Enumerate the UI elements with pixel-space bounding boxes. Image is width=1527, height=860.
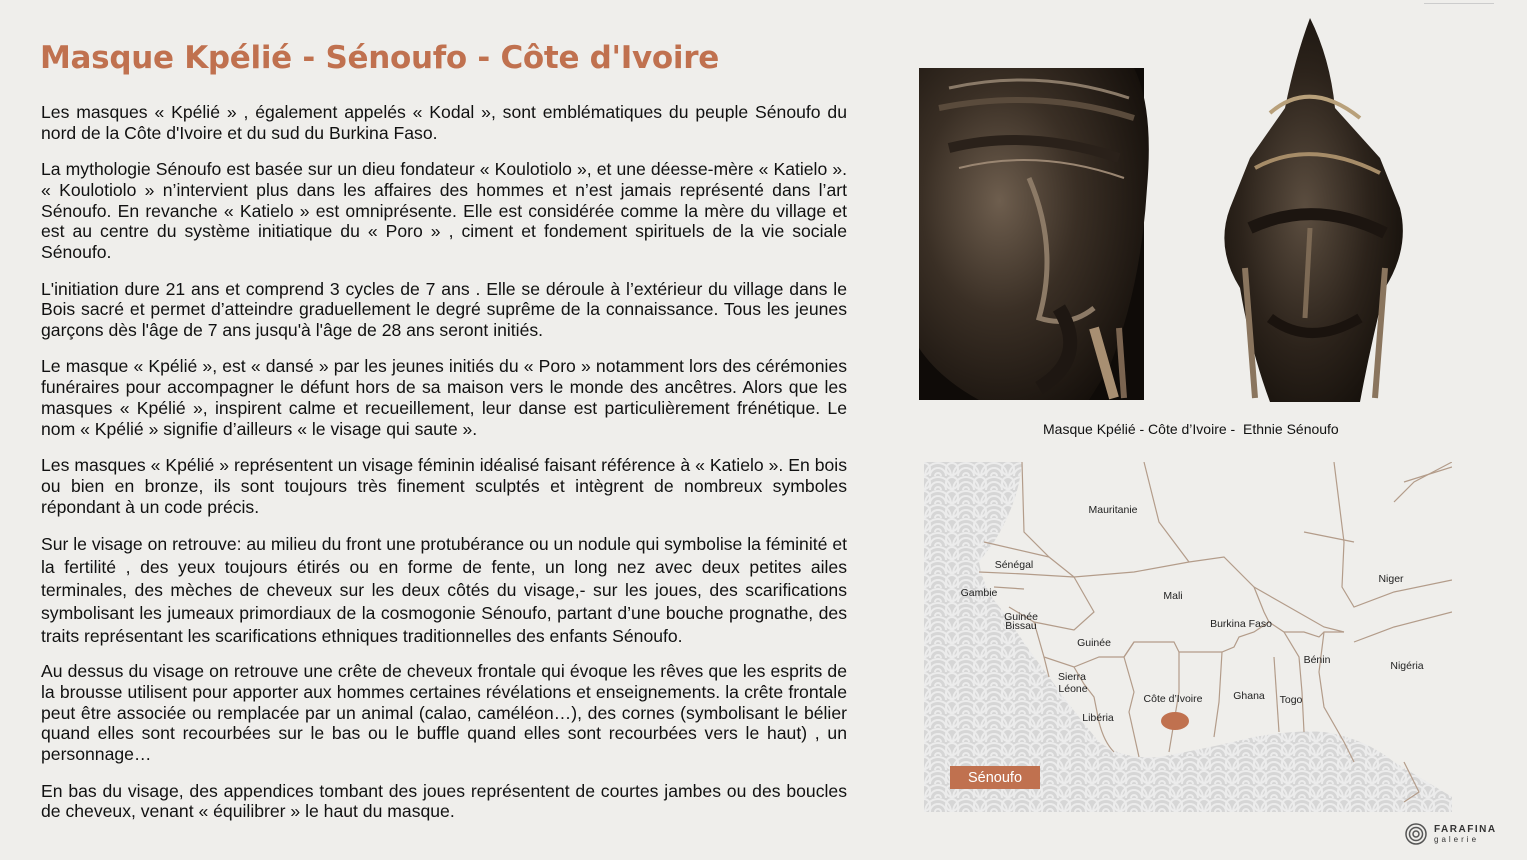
mask-full-image: [1210, 18, 1420, 402]
label-cote: Côte d’Ivoire: [1143, 693, 1203, 705]
paragraph-mythology: La mythologie Sénoufo est basée sur un dieu fondateur « Koulotiolo », et une déesse-mère « Katielo ». « Koulotiolo » n’intervient plus dans les affaires des hommes et n’est jamais représenté dans l’art Sénoufo. En revanche « Katielo » est omniprésente. Elle est considérée comme la mère du village et est au centre du système initiatique du « Poro » , ciment et fondement spirituels de la vie sociale Sénoufo.: [41, 159, 847, 263]
label-niger: Niger: [1378, 573, 1404, 585]
label-mali: Mali: [1163, 590, 1183, 602]
label-guinee-bissau-1: Guinée: [1004, 611, 1038, 623]
spiral-logo-icon: [1404, 822, 1428, 846]
paragraph-appendices: En bas du visage, des appendices tombant des joues représentent de courtes jambes ou des boucles de cheveux, venant « équilibrer » le haut du masque.: [41, 780, 847, 822]
west-africa-map: [924, 462, 1452, 812]
logo-sub: galerie: [1434, 834, 1480, 844]
label-mauritanie: Mauritanie: [1088, 504, 1138, 516]
label-sierra-1: Sierra: [1057, 671, 1087, 683]
paragraph-dance: Le masque « Kpélié », est « dansé » par les jeunes initiés du « Poro » notamment lors des cérémonies funéraires pour accompagner le défunt hors de sa maison vers le monde des ancêtres. Alors que les masques « Kpélié », inspirent calme et recueillement, leur danse est particulièrement frénétique. Le nom « Kpélié » signifie d’ailleurs « le visage qui saute ».: [41, 356, 847, 439]
article-body: [41, 102, 847, 838]
logo-name: FARAFINA: [1434, 823, 1497, 835]
label-guinee: Guinée: [1077, 637, 1111, 649]
label-guinee-bissau-2: Bissau: [1005, 620, 1037, 632]
paragraph-intro: Les masques « Kpélié » , également appelés « Kodal », sont emblématiques du peuple Sénoufo du nord de la Côte d'Ivoire et du sud du Burkina Faso.: [41, 102, 847, 143]
senoufo-legend-label: Sénoufo: [950, 766, 1040, 789]
farafina-logo: [1404, 822, 1497, 846]
page-title: Masque Kpélié - Sénoufo - Côte d'Ivoire: [40, 40, 719, 76]
top-divider: [1424, 3, 1494, 4]
senoufo-region-marker: [1161, 712, 1189, 730]
mask-closeup-image: [919, 68, 1169, 400]
paragraph-crest: Au dessus du visage on retrouve une crête de cheveux frontale qui évoque les rêves que les esprits de la brousse utilisent pour apporter aux hommes certaines révélations et enseignements. la crête frontale peut être associée ou remplacée par un animal (calao, caméléon…), des cornes (symbolisant le bélier quand elles sont recourbées sur le bas ou le buffle quand elles sont recourbées vers le haut) , un personnage…: [41, 661, 847, 765]
paragraph-representation: Les masques « Kpélié » représentent un visage féminin idéalisé faisant référence à « Katielo ». En bois ou bien en bronze, ils sont toujours très finement sculptés et intègrent de nombreux symboles répondant à un code précis.: [41, 455, 847, 517]
label-burkina: Burkina Faso: [1210, 618, 1272, 630]
paragraph-face: Sur le visage on retrouve: au milieu du front une protubérance ou un nodule qui symbolise la féminité et la fertilité , des yeux toujours étirés ou en forme de fente, un long nez avec deux petites ailes terminales, des mèches de cheveux sur les deux côtés du visage,- sur les joues, des scarifications symbolisant les jumeaux primordiaux de la cosmogonie Sénoufo, partant d’une bouche prognathe, des traits représentant les scarifications ethniques traditionnelles des enfants Sénoufo.: [41, 534, 847, 647]
paragraph-initiation: L'initiation dure 21 ans et comprend 3 cycles de 7 ans . Elle se déroule à l’extérieur du village dans le Bois sacré et permet d’atteindre graduellement le degré suprême de la connaissance. Tous les jeunes garçons dès l'âge de 7 ans jusqu'à l'âge de 28 ans seront initiés.: [41, 278, 847, 341]
label-togo: Togo: [1279, 694, 1303, 706]
label-benin: Bénin: [1303, 654, 1331, 666]
label-ghana: Ghana: [1233, 690, 1265, 702]
label-senegal: Sénégal: [994, 559, 1034, 571]
image-caption: Masque Kpélié - Côte d’Ivoire - Ethnie Sénoufo: [1043, 421, 1339, 437]
label-liberia: Libéria: [1082, 712, 1114, 724]
label-sierra-2: Léone: [1058, 683, 1088, 695]
label-nigeria: Nigéria: [1390, 660, 1424, 672]
label-gambie: Gambie: [960, 587, 998, 599]
